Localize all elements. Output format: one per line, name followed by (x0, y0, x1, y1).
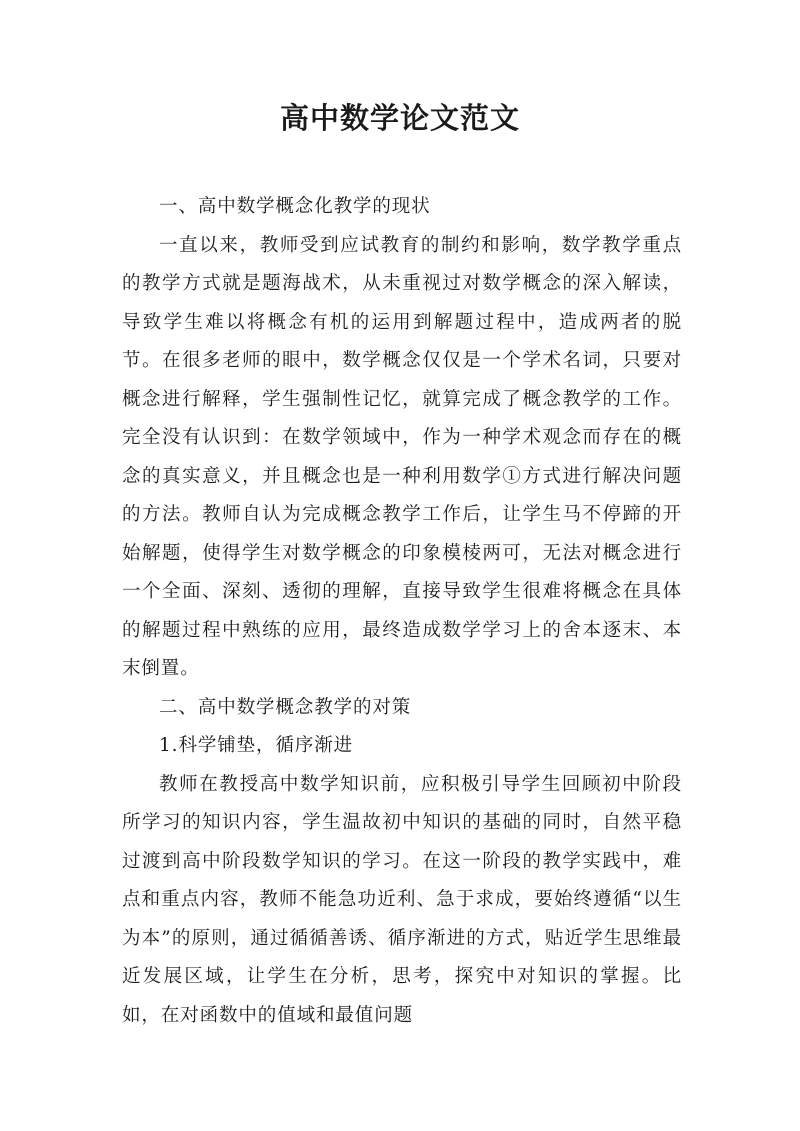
paragraph-2: 教师在教授高中数学知识前，应积极引导学生回顾初中阶段所学习的知识内容，学生温故初中知识的基础的同时，自然平稳过渡到高中阶段数学知识的学习。在这一阶段的教学实践中，难点和重点内容，教师不能急功近利、急于求成，要始终遵循“以生为本”的原则，通过循循善诱、循序渐进的方式，贴近学生思维最近发展区域，让学生在分析，思考，探究中对知识的掌握。比如，在对函数中的值域和最值问题 (122, 773, 682, 1026)
subsection-heading-1: 1.科学铺垫，循序渐进 (159, 735, 354, 756)
paragraph-1: 一直以来，教师受到应试教育的制约和影响，数学教学重点的教学方式就是题海战术，从未重视过对数学概念的深入解读，导致学生难以将概念有机的运用到解题过程中，造成两者的脱节。在很多老师的眼中，数学概念仅仅是一个学术名词，只要对概念进行解释，学生强制性记忆，就算完成了概念教学的工作。完全没有认识到：在数学领域中，作为一种学术观念而存在的概念的真实意义，并且概念也是一种利用数学①方式进行解决问题的方法。教师自认为完成概念教学工作后，让学生马不停蹄的开始解题，使得学生对数学概念的印象模棱两可，无法对概念进行一个全面、深刻、透彻的理解，直接导致学生很难将概念在具体的解题过程中熟练的应用，最终造成数学学习上的舍本逐末、本末倒置。 (122, 234, 682, 679)
section-heading-2: 二、高中数学概念教学的对策 (159, 696, 412, 718)
document-body (122, 188, 682, 1035)
section-heading-1: 一、高中数学概念化教学的现状 (159, 196, 431, 217)
document-title: 高中数学论文范文 (279, 101, 520, 135)
